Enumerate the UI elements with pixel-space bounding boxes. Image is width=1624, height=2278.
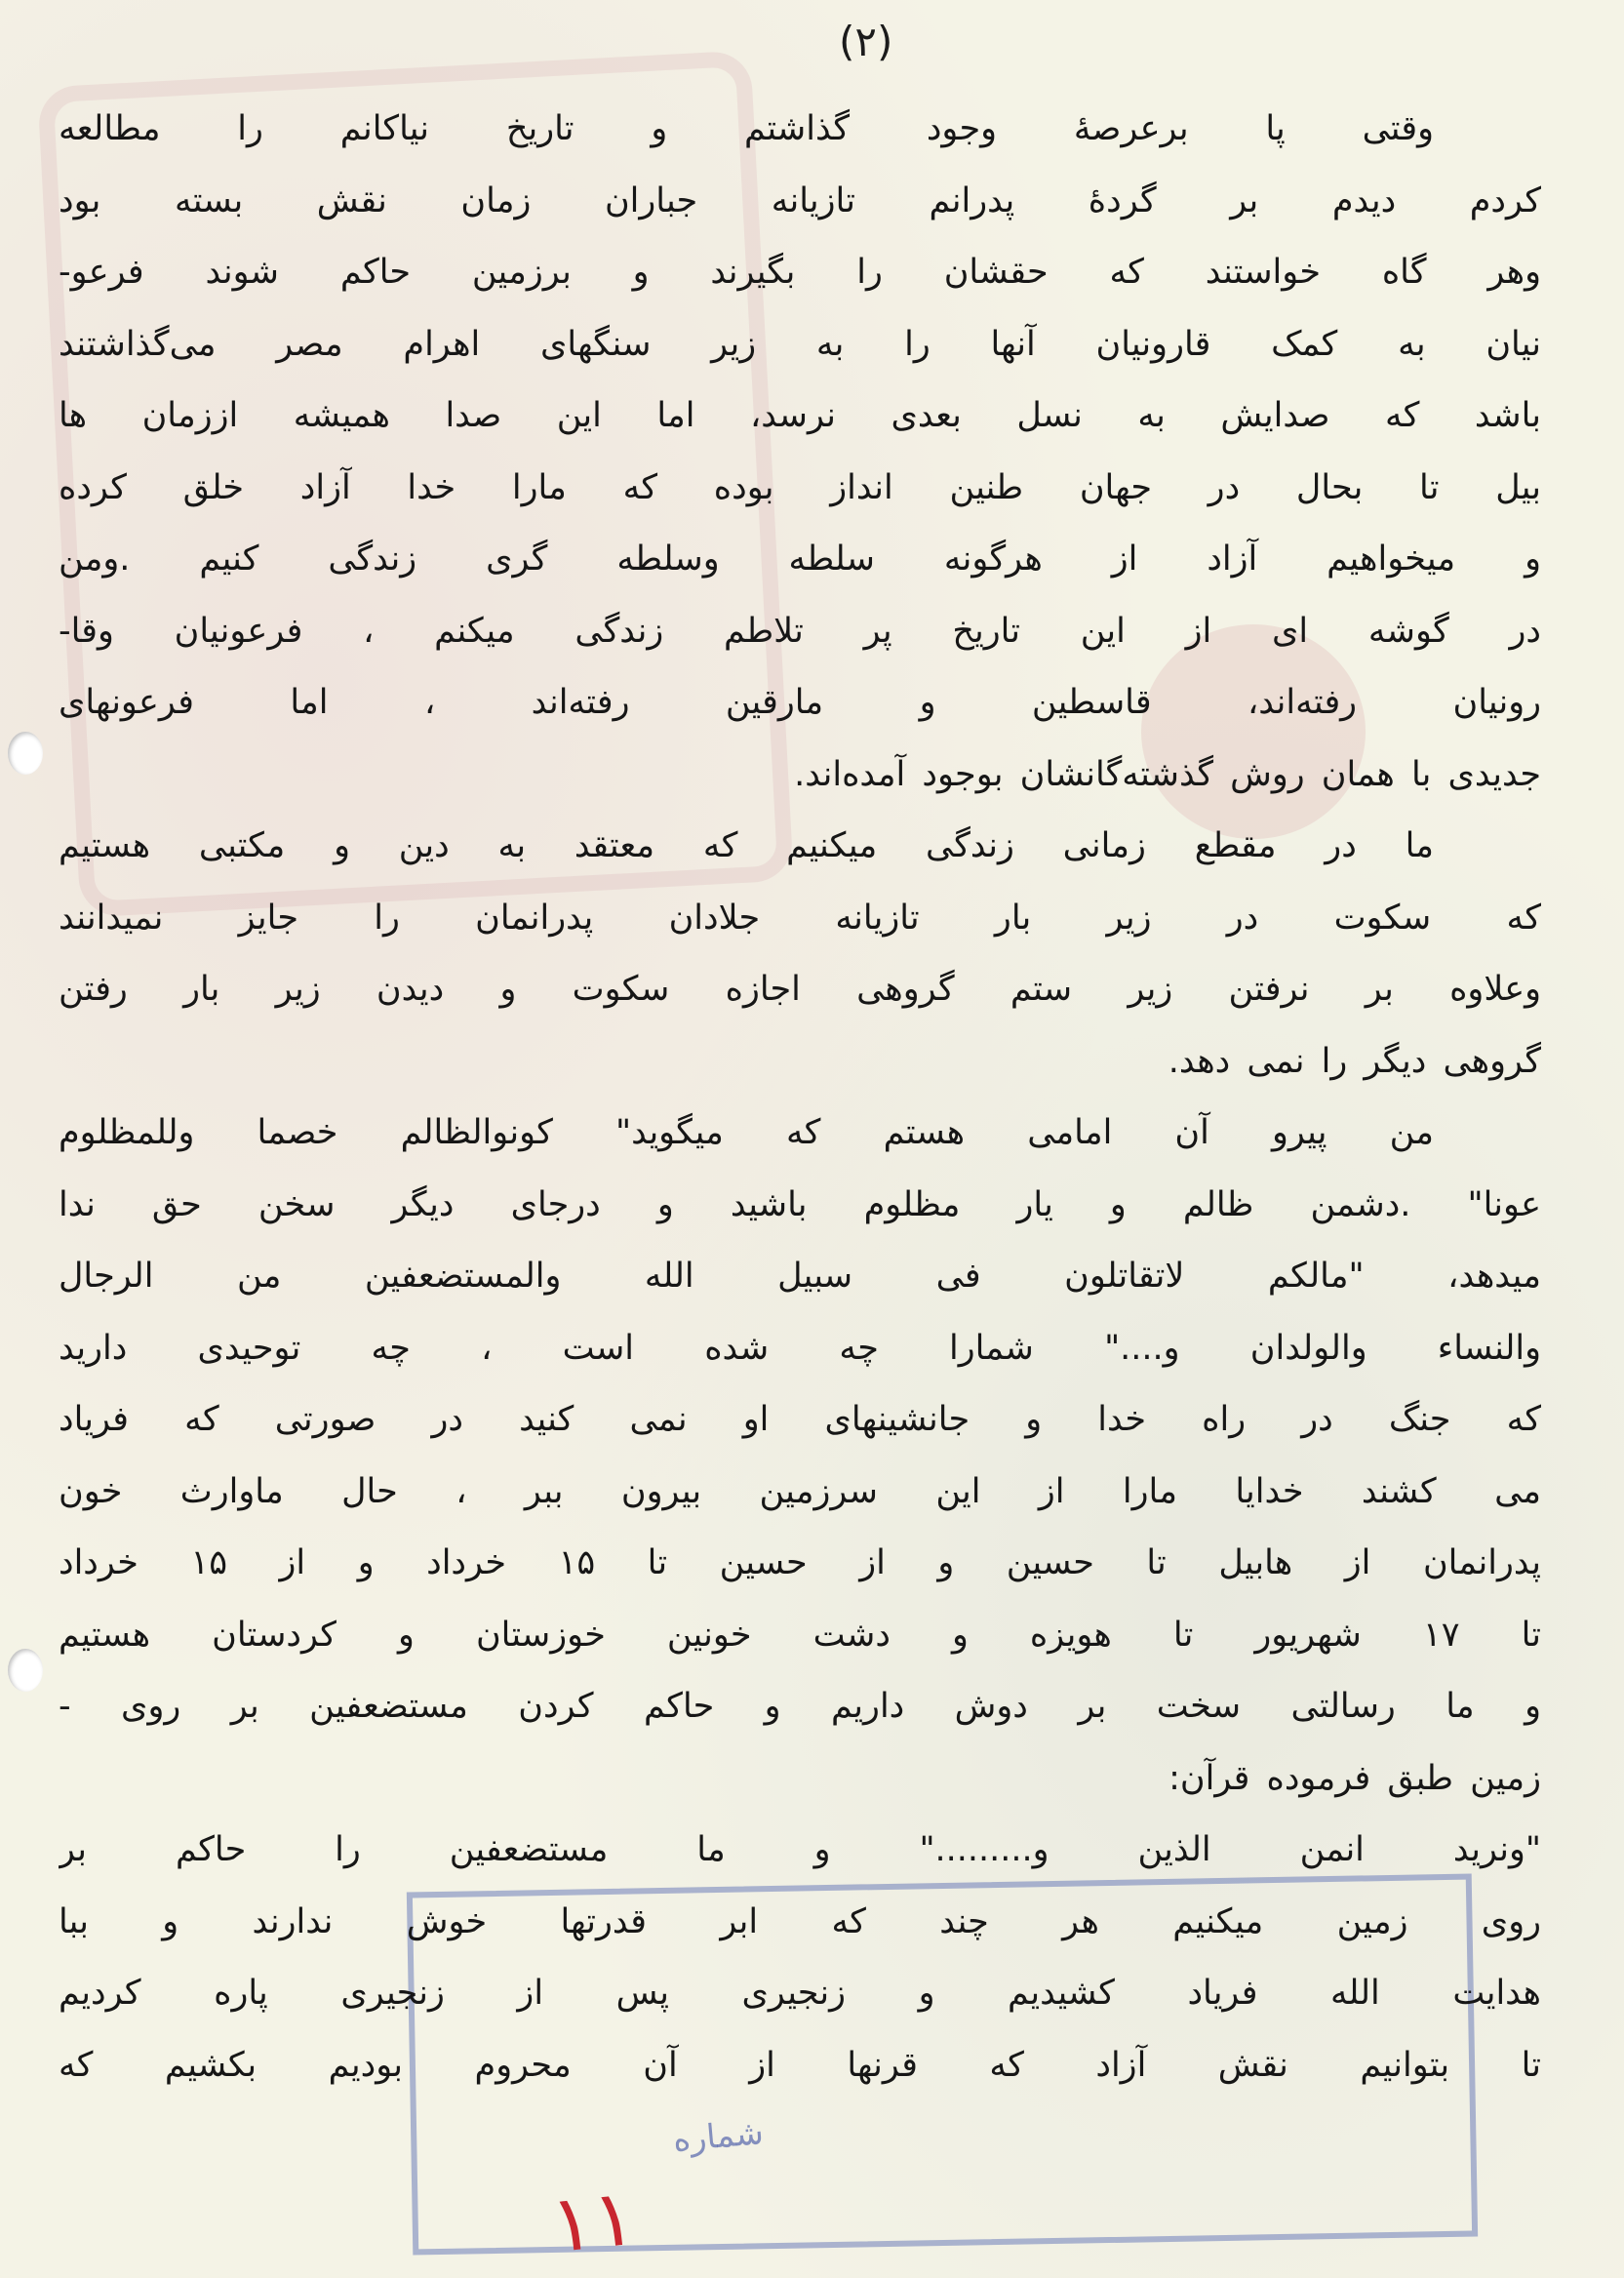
text-line: بیل تا بحال در جهان طنین انداز بوده که مارا خدا آزاد خلق کرده — [59, 467, 1541, 507]
text-line: زمین طبق فرموده قرآن: — [1168, 1758, 1541, 1798]
text-line: در گوشه ای از این تاریخ پر تلاطم زندگی میکنم ، فرعونیان وقا- — [59, 611, 1541, 651]
text-line: ما در مقطع زمانی زندگی میکنیم که معتقد به دین و مکتبی هستیم — [59, 826, 1434, 865]
punch-hole-bottom — [8, 1649, 43, 1692]
text-line: میدهد، "مالکم لاتقاتلون فی سبیل الله والمستضعفین من الرجال — [59, 1257, 1541, 1296]
text-line: روی زمین میکنیم هر چند که ابر قدرتها خوش ندارند و ببا — [59, 1901, 1541, 1941]
text-line: "ونرید انمن الذین و........." و ما مستضعفین را حاکم بر — [59, 1830, 1541, 1869]
text-line: و میخواهیم آزاد از هرگونه سلطه وسلطه گری زندگی کنیم .ومن — [59, 540, 1541, 579]
text-line: پدرانمان از هابیل تا حسین و از حسین تا ۱۵ خرداد و از ۱۵ خرداد — [59, 1543, 1541, 1582]
text-line: تا ۱۷ شهریور تا هویزه و دشت خونین خوزستان و کردستان هستیم — [59, 1615, 1541, 1655]
text-line: گروهی دیگر را نمی دهد. — [1168, 1041, 1541, 1081]
text-line: کردم دیدم بر گردهٔ پدرانم تازیانه جباران زمان نقش بسته بود — [59, 180, 1541, 220]
text-line: که جنگ در راه خدا و جانشینهای او نمی کنید در صورتی که فریاد — [59, 1400, 1541, 1439]
text-line: تا بتوانیم نقش آزاد که قرنها از آن محروم بودیم بکشیم که — [59, 2045, 1541, 2085]
text-line: و ما رسالتی سخت بر دوش داریم و حاکم کردن مستضعفین بر روی - — [59, 1687, 1541, 1726]
text-line: عونا" .دشمن ظالم و یار مظلوم باشید و درجای دیگر سخن حق ندا — [59, 1184, 1541, 1224]
text-line: وهر گاه خواستند که حقشان را بگیرند و برزمین حاکم شوند فرعو- — [59, 253, 1541, 292]
text-line: باشد که صدایش به نسل بعدی نرسد، اما این صدا همیشه اززمان ها — [59, 396, 1541, 435]
stamp-label: شماره — [671, 2113, 766, 2160]
text-line: والنساء والولدان و...." شمارا چه شده است ، چه توحیدی دارید — [59, 1328, 1541, 1368]
text-line: وعلاوه بر نرفتن زیر ستم گروهی اجازه سکوت و دیدن زیر بار رفتن — [59, 970, 1541, 1009]
punch-hole-top — [8, 732, 43, 775]
letter-body — [59, 94, 1541, 2101]
text-line: وقتی پا برعرصهٔ وجود گذاشتم و تاریخ نیاکانم را مطالعه — [59, 109, 1434, 148]
text-line: هدایت الله فریاد کشیدیم و زنجیری پس از زنجیری پاره کردیم — [59, 1974, 1541, 2013]
text-line: نیان به کمک قارونیان آنها را به زیر سنگهای اهرام مصر می‌گذاشتند — [59, 324, 1541, 364]
text-line: می کشند خدایا مارا از این سرزمین بیرون ببر ، حال ماوارث خون — [59, 1471, 1541, 1511]
text-line: من پیرو آن امامی هستم که میگوید" کونوالظالم خصما وللمظلوم — [59, 1113, 1434, 1152]
text-line: رونیان رفته‌اند، قاسطین و مارقین رفته‌اند ، اما فرعونهای — [59, 683, 1541, 722]
page-number: (۲) — [839, 18, 893, 65]
red-handwritten-number: ۱۱ — [546, 2171, 640, 2271]
text-line: جدیدی با همان روش گذشته‌گانشان بوجود آمده‌اند. — [794, 754, 1541, 794]
text-line: که سکوت در زیر بار تازیانه جلادان پدرانمان را جایز نمیدانند — [59, 898, 1541, 938]
